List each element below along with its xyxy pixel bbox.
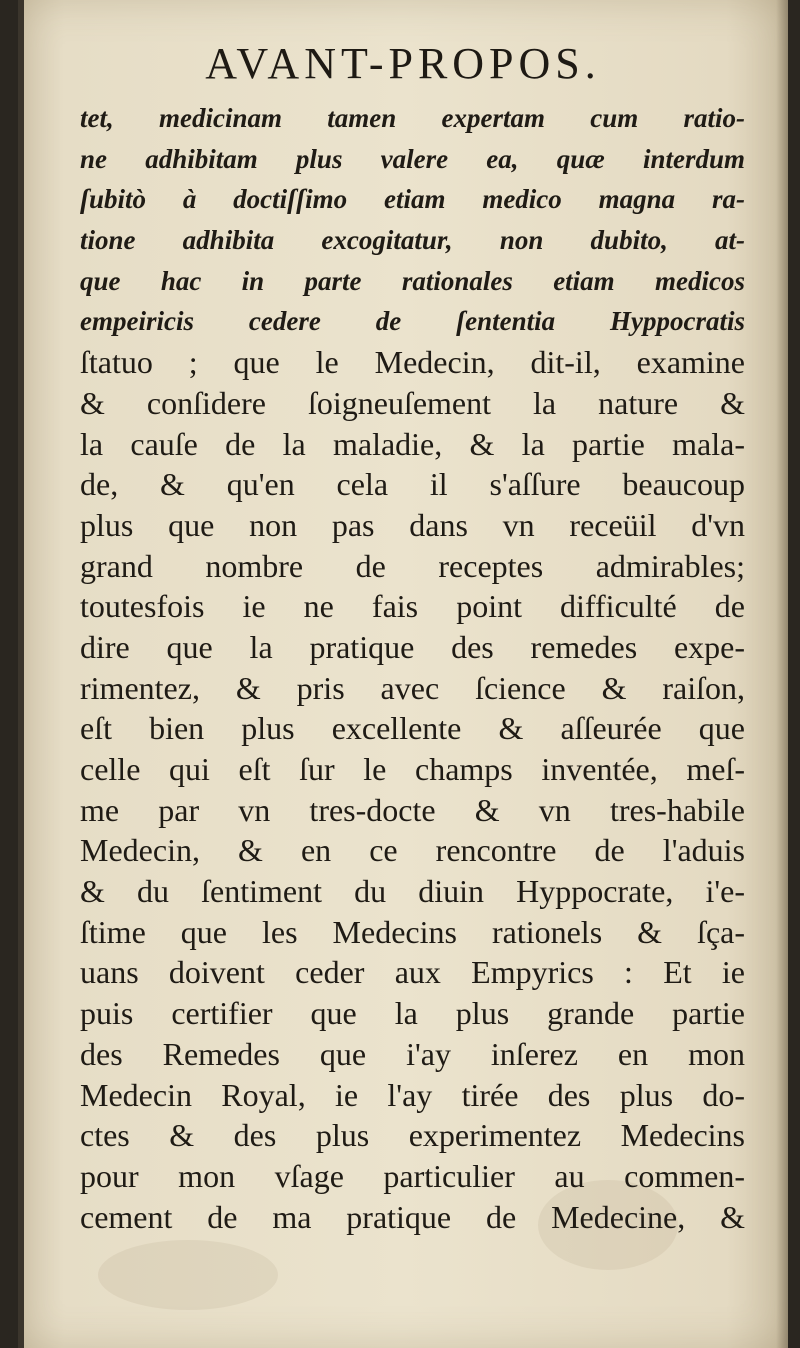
- text-line: pour mon vſage particulier au commen-: [80, 1157, 745, 1194]
- text-line: grand nombre de receptes admirables;: [80, 547, 745, 584]
- text-line: me par vn tres-docte & vn tres-habile: [80, 791, 745, 828]
- text-line: que hac in parte rationales etiam medicos: [80, 265, 745, 296]
- text-line: ſubitò à doctiſſimo etiam medico magna ra-: [80, 184, 745, 215]
- text-line: rimentez, & pris avec ſcience & raiſon,: [80, 669, 745, 706]
- text-line: ſtime que les Medecins rationels & ſça-: [80, 913, 745, 950]
- paper-stain: [98, 1240, 278, 1310]
- text-line: ſtatuo ; que le Medecin, dit-il, examine: [80, 344, 745, 381]
- text-line: Medecin, & en ce rencontre de l'aduis: [80, 832, 745, 869]
- text-line: de, & qu'en cela il s'aſſure beaucoup: [80, 466, 745, 503]
- running-head: AVANT-PROPOS.: [205, 39, 601, 88]
- text-line: ctes & des plus experimentez Medecins: [80, 1117, 745, 1154]
- text-line: Medecin Royal, ie l'ay tirée des plus do-: [80, 1076, 745, 1113]
- text-line: la cauſe de la maladie, & la partie mala-: [80, 425, 745, 462]
- text-line: cement de ma pratique de Medecine, &: [80, 1198, 745, 1235]
- page-edge-shadow: [776, 0, 788, 1348]
- text-line: toutesfois ie ne fais point difficulté de: [80, 588, 745, 625]
- text-line: & conſidere ſoigneuſement la nature &: [80, 384, 745, 421]
- text-line: tet, medicinam tamen expertam cum ratio-: [80, 103, 745, 133]
- text-line: uans doivent ceder aux Empyrics : Et ie: [80, 954, 745, 991]
- page-gutter: [18, 0, 24, 1348]
- text-line: dire que la pratique des remedes expe-: [80, 628, 745, 665]
- text-line: puis certifier que la plus grande partie: [80, 995, 745, 1032]
- body-text: [80, 98, 745, 1237]
- text-line: eſt bien plus excellente & aſſeurée que: [80, 710, 745, 747]
- text-line: celle qui eſt ſur le champs inventée, meſ-: [80, 751, 745, 787]
- text-line: empeiricis cedere de ſententia Hyppocratis: [80, 306, 745, 337]
- text-line: plus que non pas dans vn receüil d'vn: [80, 506, 745, 543]
- text-line: tione adhibita excogitatur, non dubito, at-: [80, 225, 745, 256]
- text-line: des Remedes que i'ay inſerez en mon: [80, 1035, 745, 1072]
- text-line: & du ſentiment du diuin Hyppocrate, i'e-: [80, 873, 745, 910]
- book-page: [18, 0, 788, 1348]
- text-line: ne adhibitam plus valere ea, quæ interdum: [80, 143, 745, 174]
